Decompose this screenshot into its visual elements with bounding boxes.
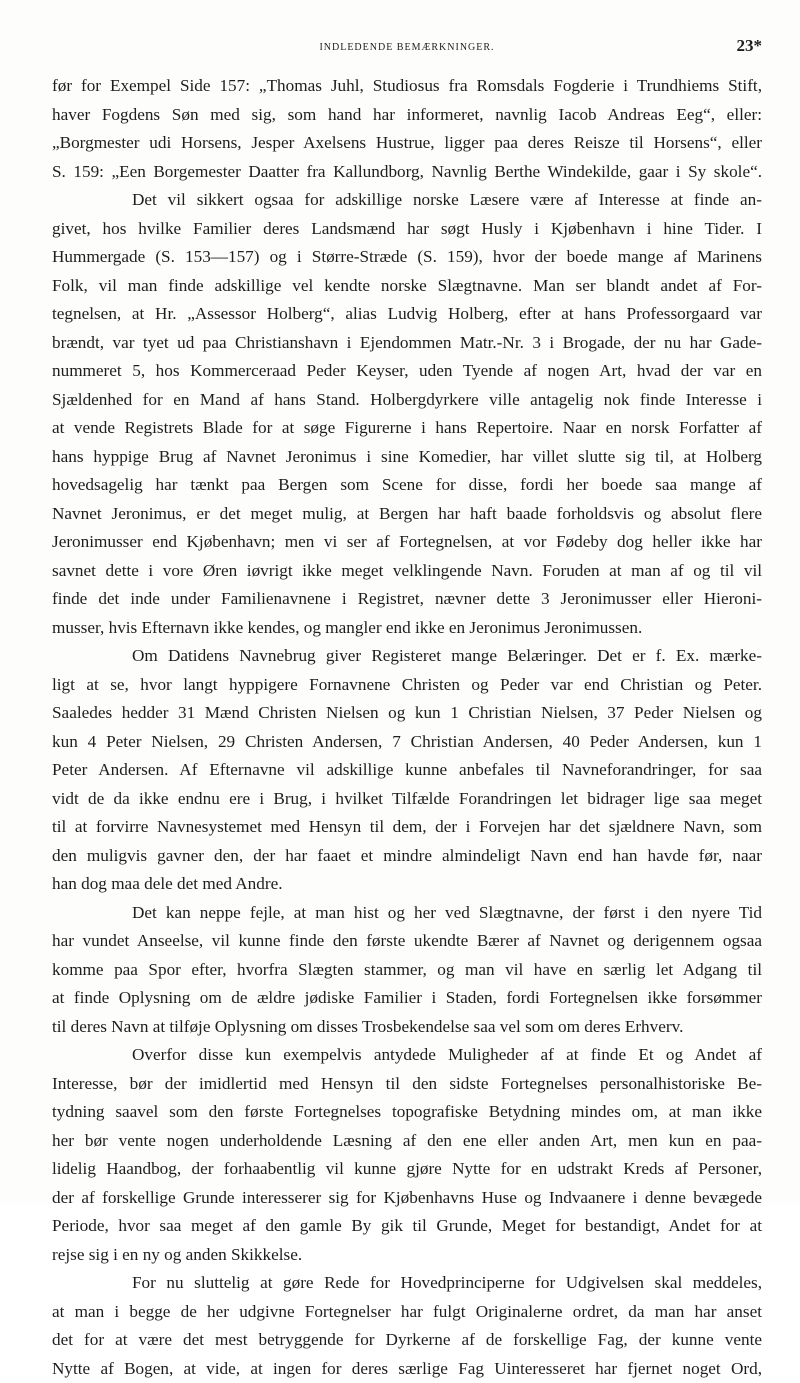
text-line: at vende Registrets Blade for at søge Figurerne i hans Repertoire. Naar en norsk Forfatter af [52, 414, 762, 443]
text-line: For nu sluttelig at gøre Rede for Hovedprinciperne for Udgivelsen skal meddeles, [52, 1269, 762, 1298]
text-line: der af forskellige Grunde interesserer sig for Kjøbenhavns Huse og Indvaanere i denne bevægede [52, 1184, 762, 1213]
text-line: det for at være det mest betryggende for Dyrkerne af de forskellige Fag, der kunne vente [52, 1326, 762, 1355]
text-line: kun 4 Peter Nielsen, 29 Christen Andersen, 7 Christian Andersen, 40 Peder Andersen, kun 1 [52, 728, 762, 757]
text-line: Periode, hvor saa meget af den gamle By gik til Grunde, Meget for bestandigt, Andet for at [52, 1212, 762, 1241]
body-text [52, 72, 762, 1383]
text-line: finde det inde under Familienavnene i Registret, nævner dette 3 Jeronimusser eller Hieroni- [52, 585, 762, 614]
text-line: lidelig Haandbog, der forhaabentlig vil kunne gjøre Nytte for en udstrakt Kreds af Personer, [52, 1155, 762, 1184]
text-line: S. 159: „Een Borgemester Daatter fra Kallundborg, Navnlig Berthe Windekilde, gaar i Sy skole“. [52, 158, 762, 187]
text-line: vidt de da ikke endnu ere i Brug, i hvilket Tilfælde Forandringen let bidrager lige saa meget [52, 785, 762, 814]
text-line: før for Exempel Side 157: „Thomas Juhl, Studiosus fra Romsdals Fogderie i Trundhiems Stift, [52, 72, 762, 101]
text-line: hans hyppige Brug af Navnet Jeronimus i sine Komedier, har villet slutte sig til, at Holberg [52, 443, 762, 472]
text-line: ligt at se, hvor langt hyppigere Fornavnene Christen og Peder var end Christian og Peter. [52, 671, 762, 700]
text-line: givet, hos hvilke Familier deres Landsmænd har søgt Husly i Kjøbenhavn i hine Tider. I [52, 215, 762, 244]
text-line: tydning saavel som den første Fortegnelses topografiske Betydning mindes om, at man ikke [52, 1098, 762, 1127]
text-line: Saaledes hedder 31 Mænd Christen Nielsen og kun 1 Christian Nielsen, 37 Peder Nielsen og [52, 699, 762, 728]
text-line: Nytte af Bogen, at vide, at ingen for deres særlige Fag Uinteresseret har fjernet noget Ord, [52, 1355, 762, 1383]
text-line: han dog maa dele det med Andre. [52, 870, 762, 899]
text-line: savnet dette i vore Øren iøvrigt ikke meget velklingende Navn. Foruden at man af og til vil [52, 557, 762, 586]
text-line: Overfor disse kun exempelvis antydede Muligheder af at finde Et og Andet af [52, 1041, 762, 1070]
text-line: har vundet Anseelse, vil kunne finde den første ukendte Bærer af Navnet og derigennem ogsaa [52, 927, 762, 956]
text-line: rejse sig i en ny og anden Skikkelse. [52, 1241, 762, 1270]
text-line: hovedsagelig har tænkt paa Bergen som Scene for disse, fordi her boede saa mange af [52, 471, 762, 500]
text-line: Peter Andersen. Af Efternavne vil adskillige kunne anbefales til Navneforandringer, for saa [52, 756, 762, 785]
text-line: Interesse, bør der imidlertid med Hensyn til den sidste Fortegnelses personalhistoriske Be- [52, 1070, 762, 1099]
page-header [52, 36, 762, 60]
text-line: Jeronimusser end Kjøbenhavn; men vi ser af Fortegnelsen, at vor Fødeby dog heller ikke har [52, 528, 762, 557]
text-line: nummeret 5, hos Kommerceraad Peder Keyser, uden Tyende af nogen Art, hvad der var en [52, 357, 762, 386]
text-line: komme paa Spor efter, hvorfra Slægten stammer, og man vil have en særlig let Adgang til [52, 956, 762, 985]
text-line: til deres Navn at tilføje Oplysning om disses Trosbekendelse saa vel som om deres Erhverv. [52, 1013, 762, 1042]
text-line: musser, hvis Efternavn ikke kendes, og mangler end ikke en Jeronimus Jeronimussen. [52, 614, 762, 643]
text-line: Folk, vil man finde adskillige vel kendte norske Slægtnavne. Man ser blandt andet af For- [52, 272, 762, 301]
running-title: INDLEDENDE BEMÆRKNINGER. [52, 42, 762, 53]
text-line: at finde Oplysning om de ældre jødiske Familier i Staden, fordi Fortegnelsen ikke forsømmer [52, 984, 762, 1013]
text-line: Navnet Jeronimus, er det meget mulig, at Bergen har haft baade forholdsvis og absolut flere [52, 500, 762, 529]
text-line: „Borgmester udi Horsens, Jesper Axelsens Hustrue, ligger paa deres Reisze til Horsens“, eller [52, 129, 762, 158]
text-line: her bør vente nogen underholdende Læsning af den ene eller anden Art, men kun en paa- [52, 1127, 762, 1156]
text-line: Om Datidens Navnebrug giver Registeret mange Belæringer. Det er f. Ex. mærke- [52, 642, 762, 671]
text-line: til at forvirre Navnesystemet med Hensyn til dem, der i Forvejen har det sjældnere Navn, som [52, 813, 762, 842]
page-number: 23* [737, 36, 763, 56]
text-line: Det kan neppe fejle, at man hist og her ved Slægtnavne, der først i den nyere Tid [52, 899, 762, 928]
text-line: Sjældenhed for en Mand af hans Stand. Holbergdyrkere ville antagelig nok finde Interesse i [52, 386, 762, 415]
text-line: Det vil sikkert ogsaa for adskillige norske Læsere være af Interesse at finde an- [52, 186, 762, 215]
text-line: tegnelsen, at Hr. „Assessor Holberg“, alias Ludvig Holberg, efter at hans Professorgaard var [52, 300, 762, 329]
text-line: den muligvis gavner den, der har faaet et mindre almindeligt Navn end han havde før, naar [52, 842, 762, 871]
text-line: Hummergade (S. 153—157) og i Større-Stræde (S. 159), hvor der boede mange af Marinens [52, 243, 762, 272]
text-line: at man i begge de her udgivne Fortegnelser har fulgt Originalerne ordret, da man har anset [52, 1298, 762, 1327]
text-line: brændt, var tyet ud paa Christianshavn i Ejendommen Matr.-Nr. 3 i Brogade, der nu har Gade- [52, 329, 762, 358]
text-line: haver Fogdens Søn med sig, som hand har informeret, navnlig Iacob Andreas Eeg“, eller: [52, 101, 762, 130]
